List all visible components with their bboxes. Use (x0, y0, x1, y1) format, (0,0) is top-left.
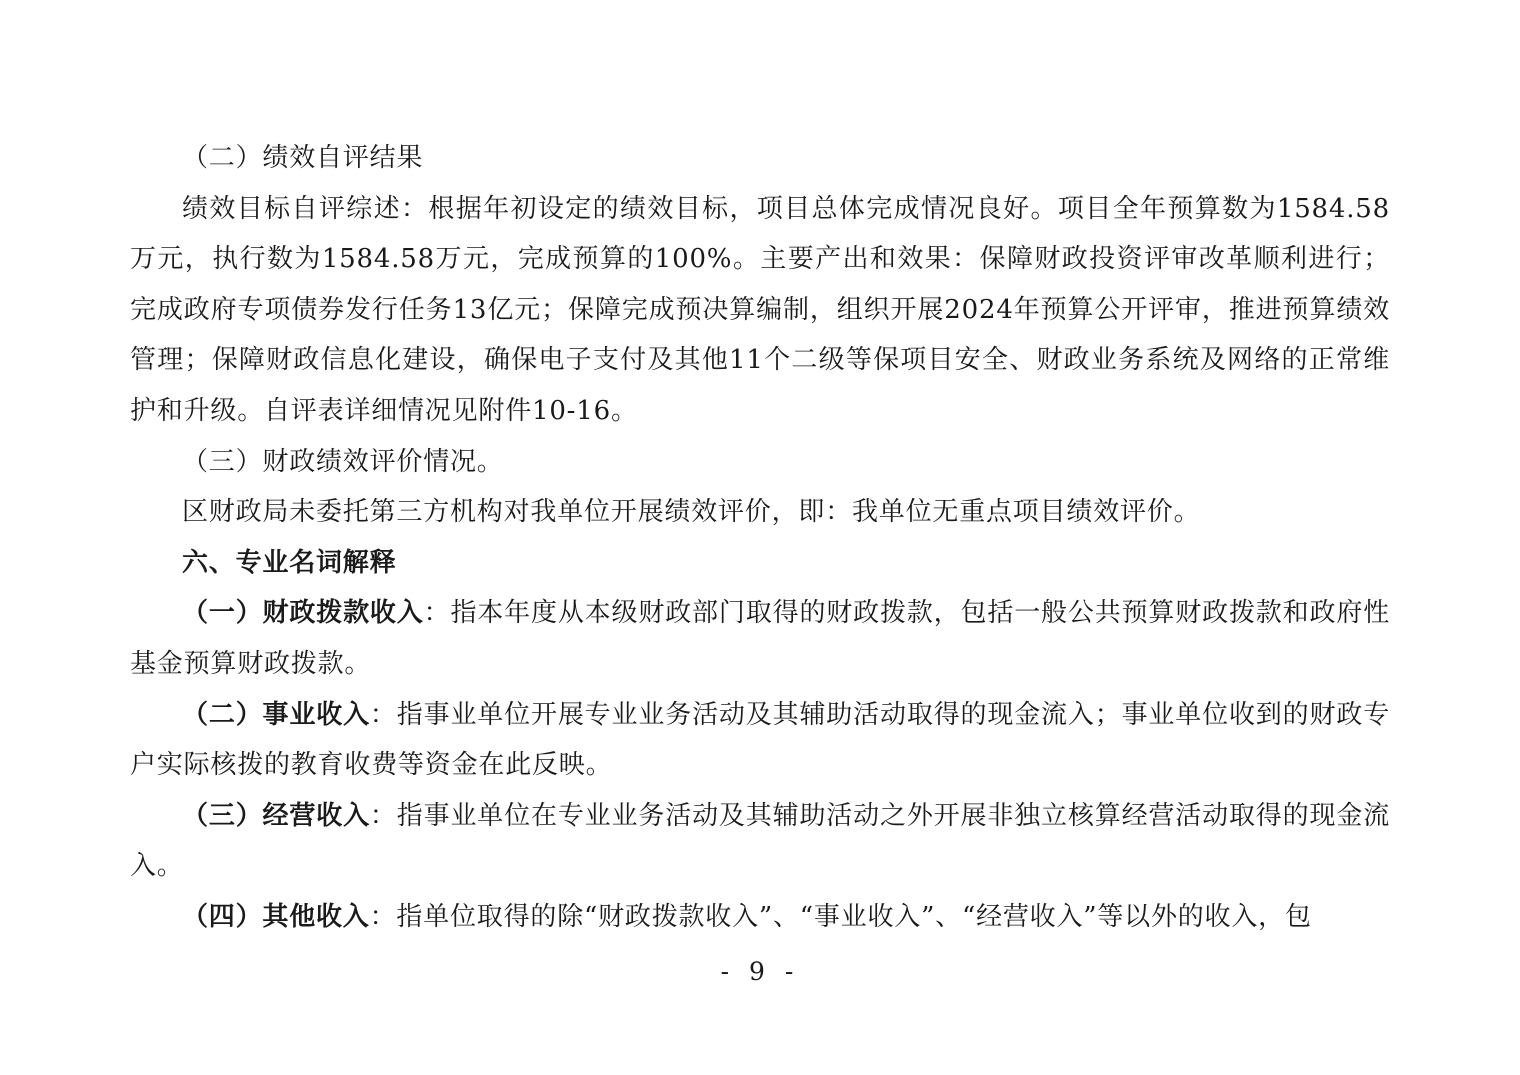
glossary-item (130, 791, 1390, 892)
self-eval-body: 绩效目标自评综述：根据年初设定的绩效目标，项目总体完成情况良好。项目全年预算数为1584.58万元，执行数为1584.58万元，完成预算的100%。主要产出和效果：保障财政投资评审改革顺利进行；完成政府专项债券发行任务13亿元；保障完成预决算编制，组织开展2024年预算公开评审，推进预算绩效管理；保障财政信息化建设，确保电子支付及其他11个二级等保项目安全、财政业务系统及网络的正常维护和升级。自评表详细情况见附件10-16。 (130, 193, 1390, 426)
glossary-item (130, 892, 1390, 943)
glossary-term: （二）事业收入 (182, 699, 370, 730)
fiscal-eval-body: 区财政局未委托第三方机构对我单位开展绩效评价，即：我单位无重点项目绩效评价。 (182, 497, 1201, 528)
glossary-definition: ：指事业单位开展专业业务活动及其辅助活动取得的现金流入；事业单位收到的财政专户实际核拨的教育收费等资金在此反映。 (130, 699, 1390, 781)
glossary-term: （四）其他收入 (182, 901, 370, 932)
glossary-definition: ：指本年度从本级财政部门取得的财政拨款，包括一般公共预算财政拨款和政府性基金预算财政拨款。 (130, 598, 1390, 679)
glossary-term: （一）财政拨款收入 (182, 598, 424, 629)
glossary-item (130, 690, 1390, 791)
glossary-definition: ：指单位取得的除“财政拨款收入”、“事业收入”、“经营收入”等以外的收入，包 (369, 901, 1312, 932)
glossary-definition: ：指事业单位在专业业务活动及其辅助活动之外开展非独立核算经营活动取得的现金流入。 (130, 800, 1390, 882)
glossary-term: （三）经营收入 (182, 800, 370, 831)
fiscal-eval-heading: （三）财政绩效评价情况。 (182, 446, 504, 477)
glossary-item (130, 588, 1390, 689)
page-number: - 9 - (720, 957, 800, 986)
self-eval-heading: （二）绩效自评结果 (182, 143, 424, 173)
glossary-heading: 六、专业名词解释 (182, 547, 397, 578)
page-content (130, 133, 1390, 943)
